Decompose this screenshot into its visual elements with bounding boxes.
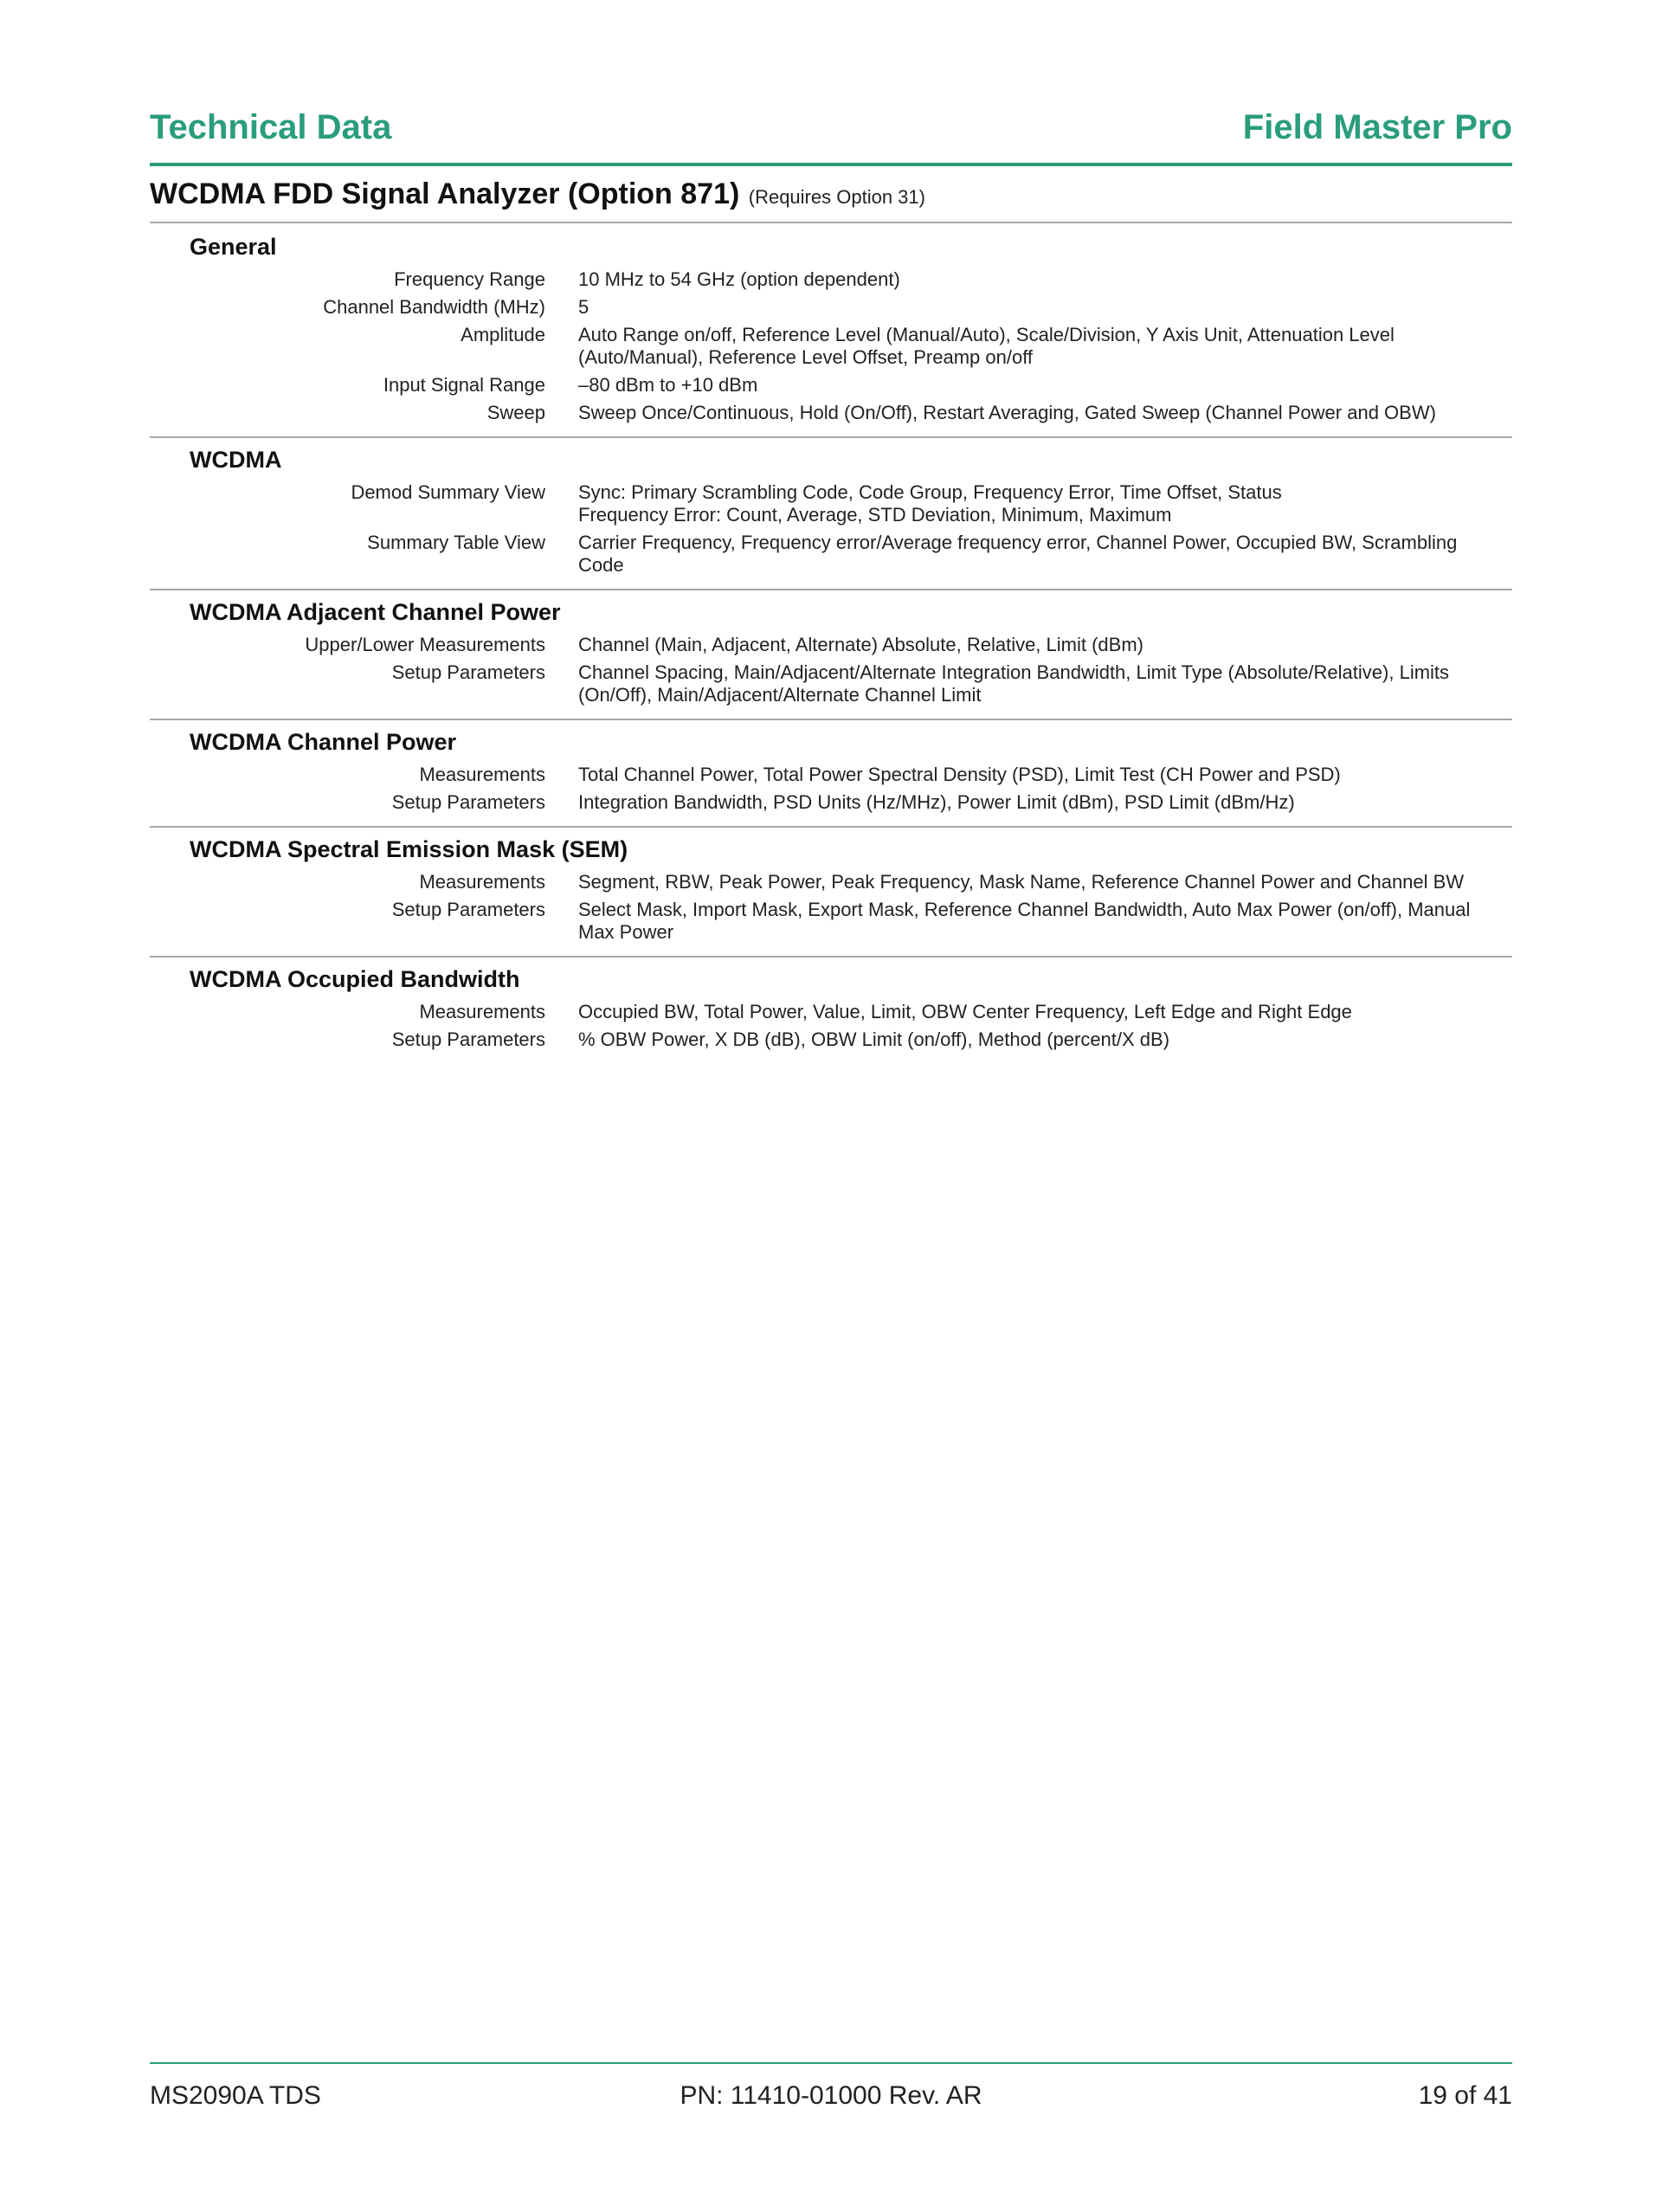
spec-value: Channel Spacing, Main/Adjacent/Alternate Integration Bandwidth, Limit Type (Absolute/Relative), Limits (On/Off), Main/Adjacent/Alternate Channel Limit (578, 661, 1450, 706)
spec-row (150, 296, 1512, 319)
spec-label: Measurements (419, 871, 545, 893)
spec-row (150, 268, 1512, 291)
page-header (150, 106, 1512, 166)
spec-section (150, 590, 1512, 720)
spec-label: Channel Bandwidth (MHz) (323, 296, 545, 318)
page-footer (150, 2062, 1512, 2116)
spec-value: Select Mask, Import Mask, Export Mask, Reference Channel Bandwidth, Auto Max Power (on/off), Manual Max Power (578, 899, 1471, 943)
spec-value: Sweep Once/Continuous, Hold (On/Off), Restart Averaging, Gated Sweep (Channel Power and OBW) (578, 402, 1436, 423)
spec-row (150, 374, 1512, 397)
spec-sections (150, 225, 1512, 1063)
spec-row (150, 764, 1512, 786)
section-heading: WCDMA Occupied Bandwidth (190, 966, 520, 992)
spec-value: Segment, RBW, Peak Power, Peak Frequency, Mask Name, Reference Channel Power and Channel BW (578, 871, 1465, 893)
section-heading: WCDMA (190, 447, 282, 473)
spec-section (150, 720, 1512, 828)
section-heading: WCDMA Channel Power (190, 729, 457, 755)
spec-label: Setup Parameters (391, 1029, 545, 1050)
header-section-title: Technical Data (150, 108, 392, 146)
spec-row (150, 791, 1512, 814)
spec-row (150, 634, 1512, 656)
spec-row (150, 324, 1512, 369)
spec-label: Upper/Lower Measurements (305, 634, 545, 655)
spec-row (150, 532, 1512, 577)
spec-row (150, 1029, 1512, 1051)
spec-section (150, 828, 1512, 958)
spec-value: 5 (578, 296, 589, 318)
spec-value: Channel (Main, Adjacent, Alternate) Absolute, Relative, Limit (dBm) (578, 634, 1143, 655)
spec-section (150, 958, 1512, 1063)
spec-label: Demod Summary View (351, 481, 545, 503)
footer-part-number: PN: 11410-01000 Rev. AR (680, 2081, 982, 2110)
spec-value: Integration Bandwidth, PSD Units (Hz/MHz), Power Limit (dBm), PSD Limit (dBm/Hz) (578, 791, 1295, 813)
spec-value: –80 dBm to +10 dBm (578, 374, 758, 396)
spec-label: Setup Parameters (391, 661, 545, 683)
page-title (150, 173, 1512, 223)
spec-label: Input Signal Range (383, 374, 545, 396)
spec-value: 10 MHz to 54 GHz (option dependent) (578, 268, 900, 290)
spec-row (150, 899, 1512, 944)
spec-label: Summary Table View (367, 532, 545, 553)
spec-value: Sync: Primary Scrambling Code, Code Group, Frequency Error, Time Offset, Status Frequency Error: Count, Average, STD Deviation, Minimum, Maximum (578, 481, 1282, 526)
spec-row (150, 402, 1512, 424)
spec-section (150, 438, 1512, 590)
section-heading: WCDMA Adjacent Channel Power (190, 599, 561, 625)
spec-row (150, 481, 1512, 526)
page-title-note: (Requires Option 31) (748, 186, 925, 208)
spec-value: % OBW Power, X DB (dB), OBW Limit (on/off), Method (percent/X dB) (578, 1029, 1170, 1050)
spec-row (150, 1001, 1512, 1023)
spec-value: Occupied BW, Total Power, Value, Limit, OBW Center Frequency, Left Edge and Right Edge (578, 1001, 1352, 1022)
spec-row (150, 661, 1512, 706)
page-title-main: WCDMA FDD Signal Analyzer (Option 871) (150, 177, 740, 210)
spec-section (150, 225, 1512, 438)
spec-value: Total Channel Power, Total Power Spectral Density (PSD), Limit Test (CH Power and PSD) (578, 764, 1341, 785)
spec-label: Amplitude (461, 324, 545, 345)
spec-value: Carrier Frequency, Frequency error/Average frequency error, Channel Power, Occupied BW, Scrambling Code (578, 532, 1458, 576)
spec-value: Auto Range on/off, Reference Level (Manual/Auto), Scale/Division, Y Axis Unit, Attenuation Level (Auto/Manual), Reference Level Offset, Preamp on/off (578, 324, 1395, 368)
spec-label: Measurements (419, 1001, 545, 1022)
spec-label: Sweep (486, 402, 545, 423)
footer-doc-name: MS2090A TDS (150, 2081, 321, 2110)
section-heading: General (190, 234, 277, 260)
header-product-name: Field Master Pro (1242, 108, 1512, 146)
spec-label: Measurements (419, 764, 545, 785)
footer-page-number: 19 of 41 (1418, 2081, 1512, 2110)
spec-label: Frequency Range (394, 268, 545, 290)
spec-label: Setup Parameters (391, 899, 545, 920)
section-heading: WCDMA Spectral Emission Mask (SEM) (190, 836, 628, 862)
spec-label: Setup Parameters (391, 791, 545, 813)
spec-row (150, 871, 1512, 893)
